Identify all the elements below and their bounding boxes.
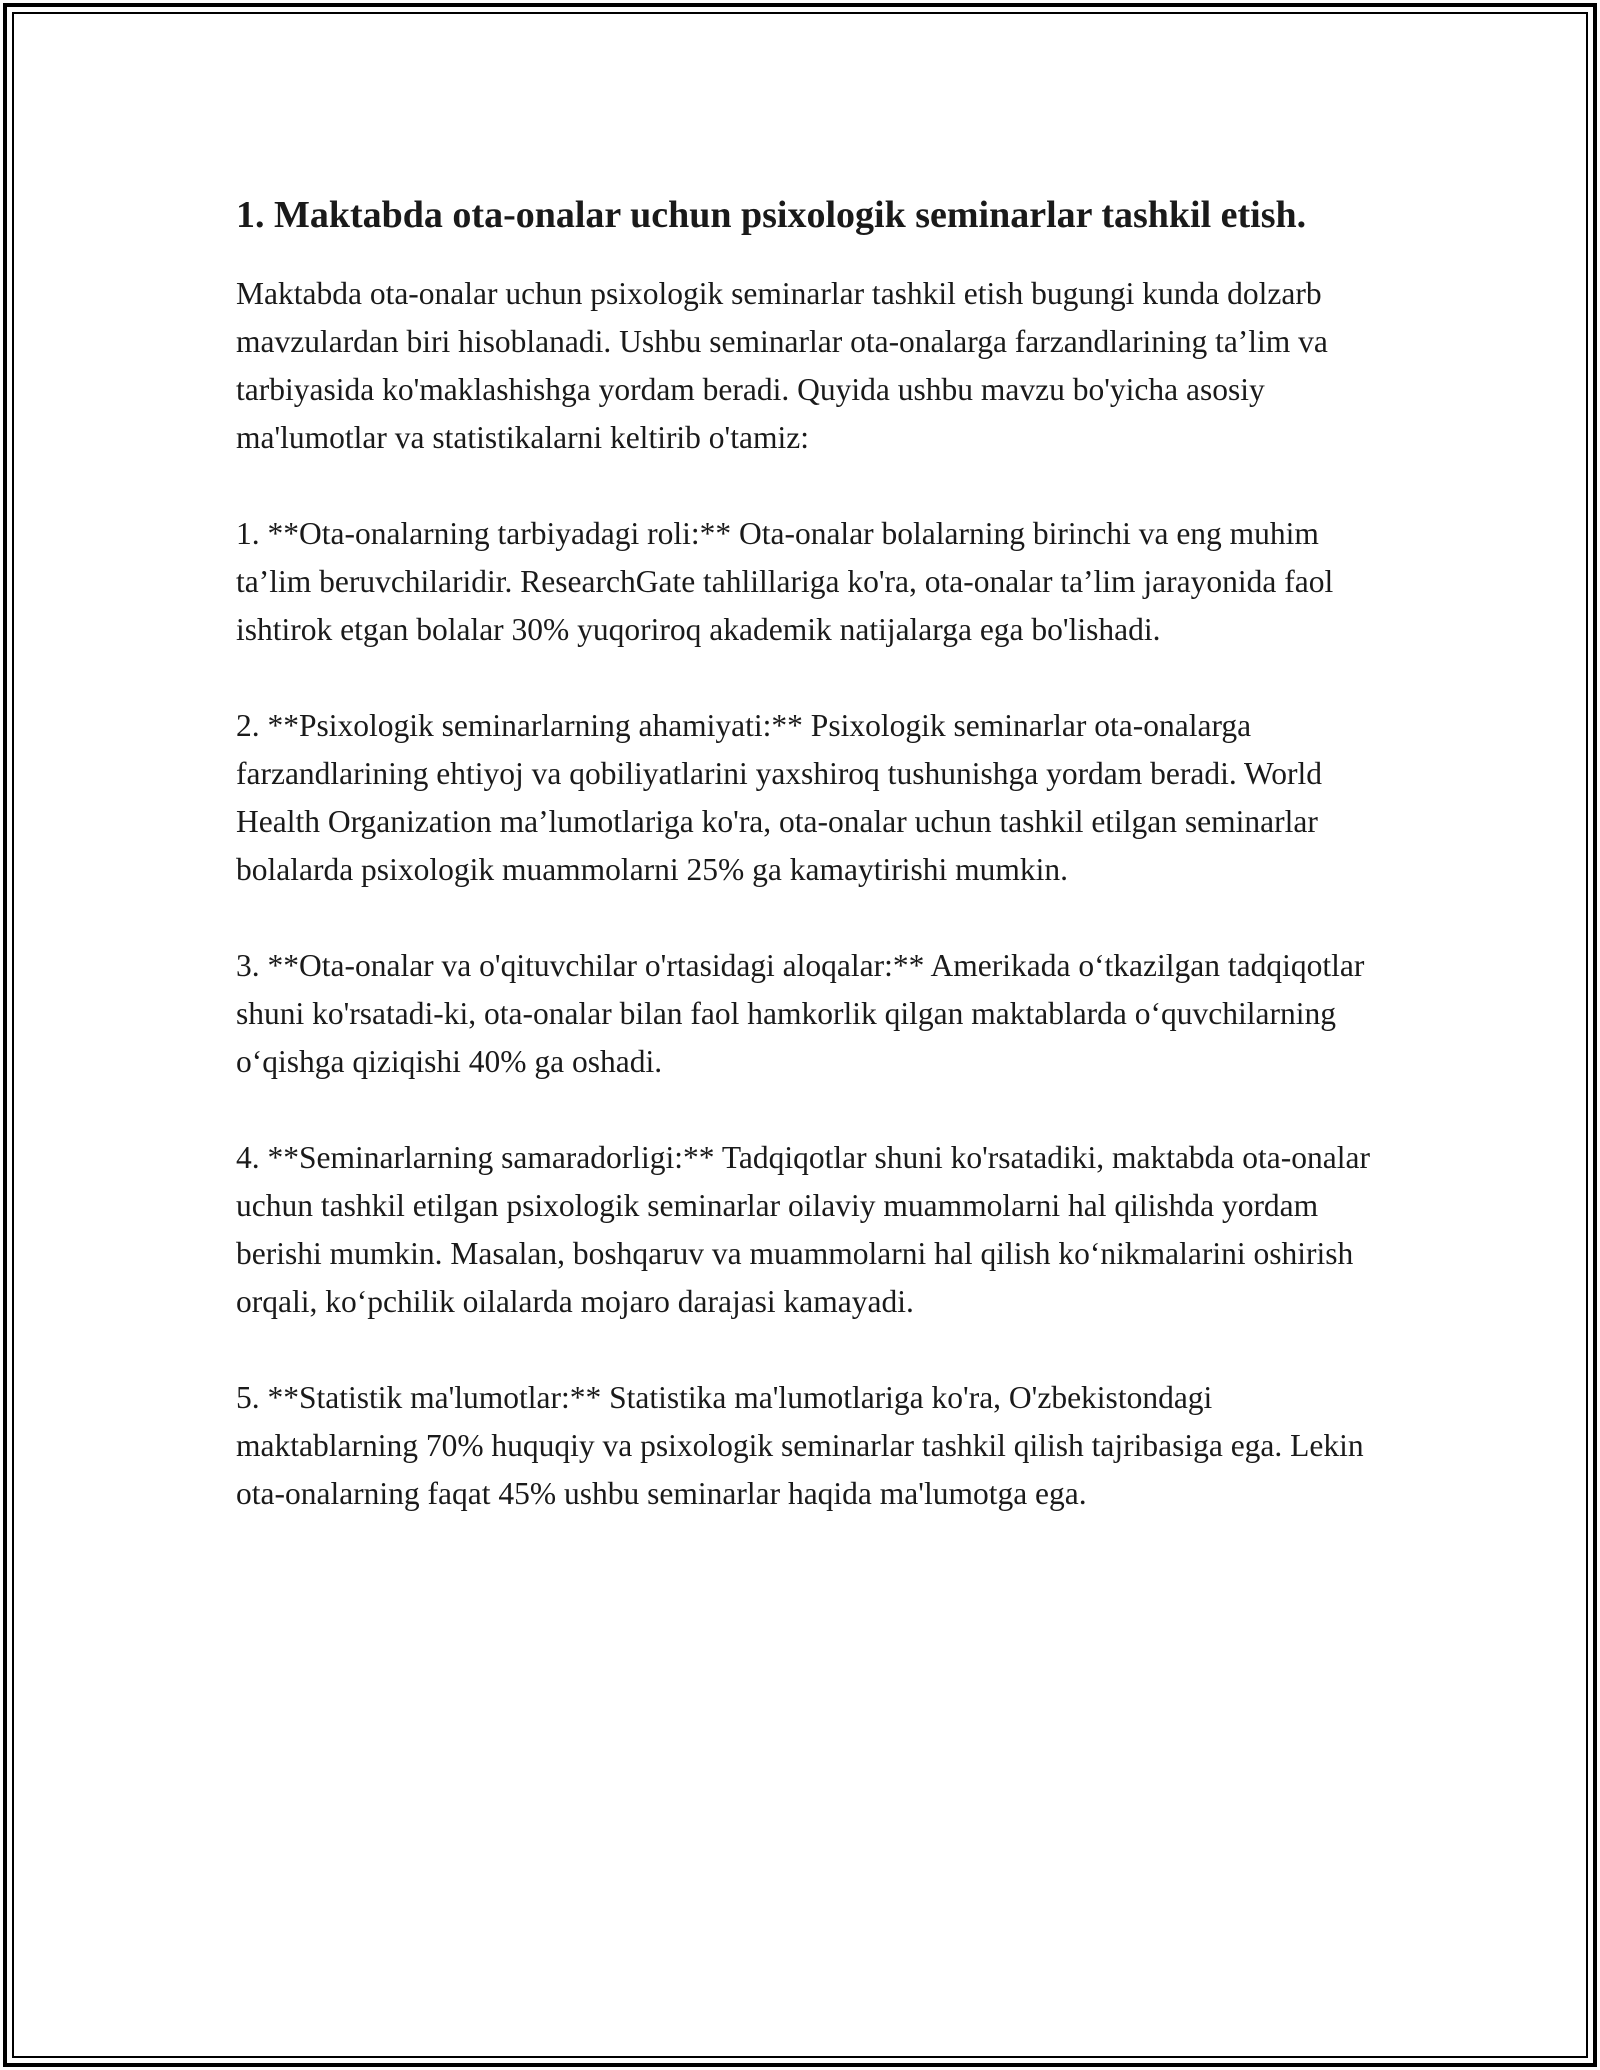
intro-paragraph: Maktabda ota-onalar uchun psixologik seminarlar tashkil etish bugungi kunda dolzarb mavzulardan biri hisoblanadi. Ushbu seminarlar ota-onalarga farzandlarining ta’lim va tarbiyasida ko'maklashishga yordam beradi. Quyida ushbu mavzu bo'yicha asosiy ma'lumotlar va statistikalarni keltirib o'tamiz: (236, 276, 1328, 455)
list-item-statistics: 5. **Statistik ma'lumotlar:** Statistika ma'lumotlariga ko'ra, O'zbekistondagi maktablarning 70% huquqiy va psixologik seminarlar tashkil qilish tajribasiga ega. Lekin ota-onalarning faqat 45% ushbu seminarlar haqida ma'lumotga ega. (236, 1380, 1364, 1511)
list-item-parents-role: 1. **Ota-onalarning tarbiyadagi roli:** Ota-onalar bolalarning birinchi va eng muhim ta’lim beruvchilaridir. ResearchGate tahlillariga ko'ra, ota-onalar ta’lim jarayonida faol ishtirok etgan bolalar 30% yuqoriroq akademik natijalarga ega bo'lishadi. (236, 516, 1334, 647)
document-body (236, 188, 1376, 1566)
list-item-seminar-importance: 2. **Psixologik seminarlarning ahamiyati:** Psixologik seminarlar ota-onalarga farzandlarining ehtiyoj va qobiliyatlarini yaxshiroq tushunishga yordam beradi. World Health Organization ma’lumotlariga ko'ra, ota-onalar uchun tashkil etilgan seminarlar bolalarda psixologik muammolarni 25% ga kamaytirishi mumkin. (236, 708, 1322, 887)
list-item-parent-teacher-relations: 3. **Ota-onalar va o'qituvchilar o'rtasidagi aloqalar:** Amerikada o‘tkazilgan tadqiqotlar shuni ko'rsatadi-ki, ota-onalar bilan faol hamkorlik qilgan maktablarda o‘quvchilarning o‘qishga qiziqishi 40% ga oshadi. (236, 948, 1365, 1079)
document-heading: 1. Maktabda ota-onalar uchun psixologik seminarlar tashkil etish. (236, 194, 1307, 236)
list-item-seminar-effectiveness: 4. **Seminarlarning samaradorligi:** Tadqiqotlar shuni ko'rsatadiki, maktabda ota-onalar uchun tashkil etilgan psixologik seminarlar oilaviy muammolarni hal qilishda yordam berishi mumkin. Masalan, boshqaruv va muammolarni hal qilish ko‘nikmalarini oshirish orqali, ko‘pchilik oilalarda mojaro darajasi kamayadi. (236, 1140, 1370, 1319)
